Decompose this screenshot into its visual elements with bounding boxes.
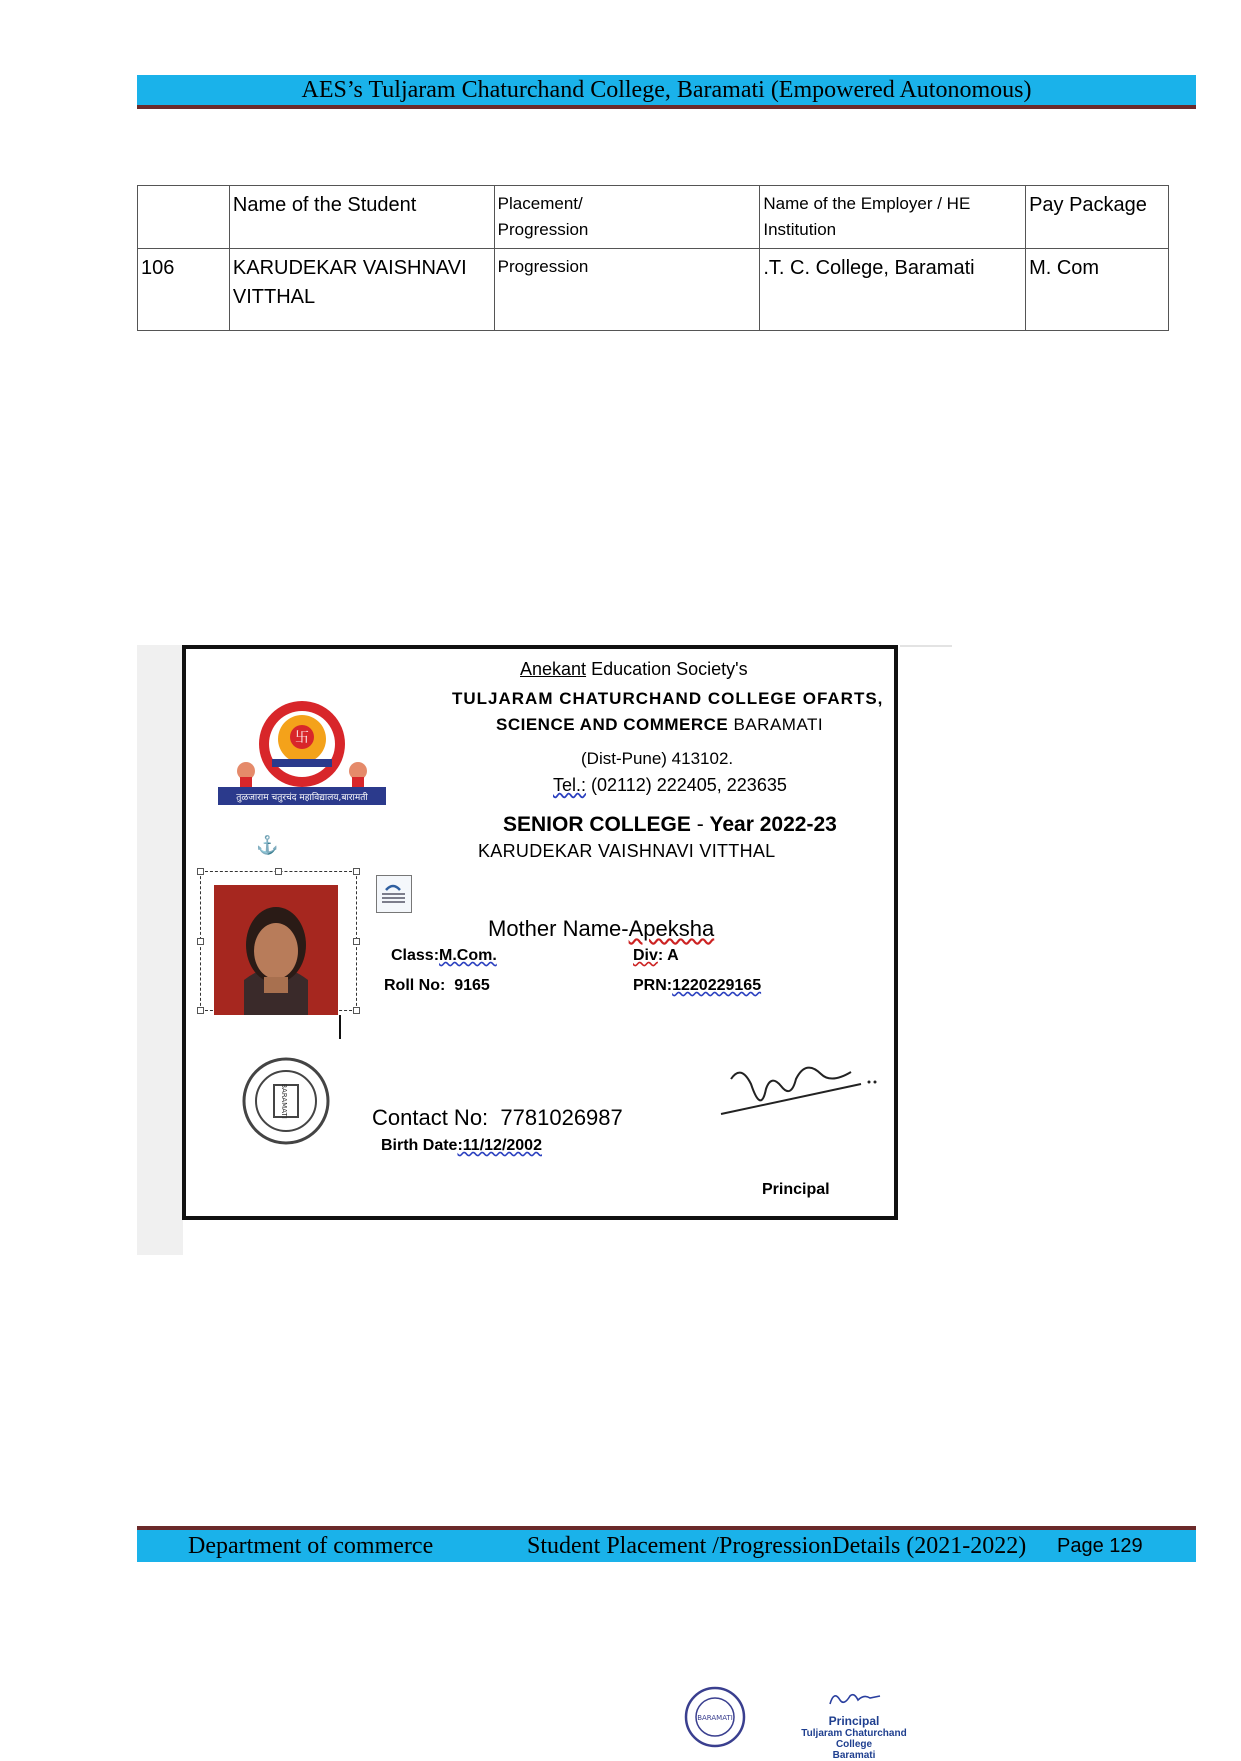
column-header-placement: Placement/ Progression (494, 186, 760, 249)
cell-pay-package: M. Com (1026, 249, 1169, 331)
division-field: Div: A (633, 947, 679, 964)
college-logo (212, 689, 392, 809)
page-header (137, 75, 1196, 109)
screenshot-margin-strip (137, 645, 183, 1255)
header-title: AES’s Tuljaram Chaturchand College, Baramati (Empowered Autonomous) (301, 77, 1032, 103)
screenshot-top-line (900, 645, 952, 647)
resize-handle-bottom-right[interactable] (353, 1007, 360, 1014)
page-footer (137, 1526, 1196, 1562)
mother-name: Mother Name-Apeksha (488, 916, 715, 941)
principal-label: Principal (762, 1181, 830, 1198)
column-header-sr (138, 186, 230, 249)
column-header-pay-package: Pay Package (1026, 186, 1169, 249)
senior-college-year: SENIOR COLLEGE - Year 2022-23 (503, 813, 837, 836)
contact-number: Contact No: 7781026987 (372, 1105, 623, 1130)
class-field: Class:M.Com. (391, 947, 497, 964)
resize-handle-top-right[interactable] (353, 868, 360, 875)
college-seal-icon (240, 1055, 332, 1147)
layout-options-icon[interactable] (376, 875, 412, 913)
attestation-stamp-text: BARAMATI (697, 1714, 733, 1722)
college-name-line2: SCIENCE AND COMMERCE BARAMATI (496, 715, 824, 734)
society-name: Anekant Education Society's (520, 659, 748, 679)
cell-sr: 106 (138, 249, 230, 331)
student-photo (214, 885, 338, 1015)
resize-handle-top[interactable] (275, 868, 282, 875)
page-number: Page 129 (1057, 1535, 1143, 1557)
prn-number: PRN:1220229165 (633, 977, 762, 994)
attestation-principal: Principal (828, 1714, 880, 1728)
cell-employer: .T. C. College, Baramati (760, 249, 1026, 331)
cell-student-name: KARUDEKAR VAISHNAVI VITTHAL (229, 249, 494, 331)
logo-motto: तुळजाराम चतुरचंद महाविद्यालय,बारामती (236, 793, 368, 803)
attestation-stamp-icon (683, 1685, 747, 1749)
resize-handle-right[interactable] (353, 938, 360, 945)
footer-department: Department of commerce (188, 1533, 434, 1559)
attestation-college: Tuljaram Chaturchand College (801, 1728, 907, 1750)
student-id-card (182, 645, 898, 1220)
attestation-city: Baramati (832, 1750, 876, 1761)
college-telephone: Tel.: (02112) 222405, 223635 (553, 775, 787, 795)
resize-handle-left[interactable] (197, 938, 204, 945)
cell-progression: Progression (494, 249, 760, 331)
svg-text:卐: 卐 (295, 730, 309, 746)
student-name: KARUDEKAR VAISHNAVI VITTHAL (478, 841, 776, 861)
text-cursor (339, 1015, 341, 1039)
resize-handle-bottom-left[interactable] (197, 1007, 204, 1014)
seal-text: BARAMATI (280, 1083, 288, 1119)
column-header-employer: Name of the Employer / HE Institution (760, 186, 1026, 249)
column-header-name: Name of the Student (229, 186, 494, 249)
college-name-line1: TULJARAM CHATURCHAND COLLEGE OFARTS, (452, 689, 884, 708)
college-district: (Dist-Pune) 413102. (581, 749, 734, 768)
attestation-signature-block (784, 1688, 924, 1761)
principal-signature-icon (711, 1044, 881, 1134)
progression-table (137, 185, 1169, 331)
attestation-signature-icon (824, 1688, 884, 1710)
anchor-icon[interactable]: ⚓ (256, 835, 279, 855)
resize-handle-top-left[interactable] (197, 868, 204, 875)
birth-date: Birth Date:11/12/2002 (381, 1137, 542, 1154)
table-row (138, 249, 1169, 331)
table-header-row (138, 186, 1169, 249)
roll-number: Roll No: 9165 (384, 977, 490, 994)
footer-title: Student Placement /ProgressionDetails (2021-2022) (527, 1533, 1027, 1559)
